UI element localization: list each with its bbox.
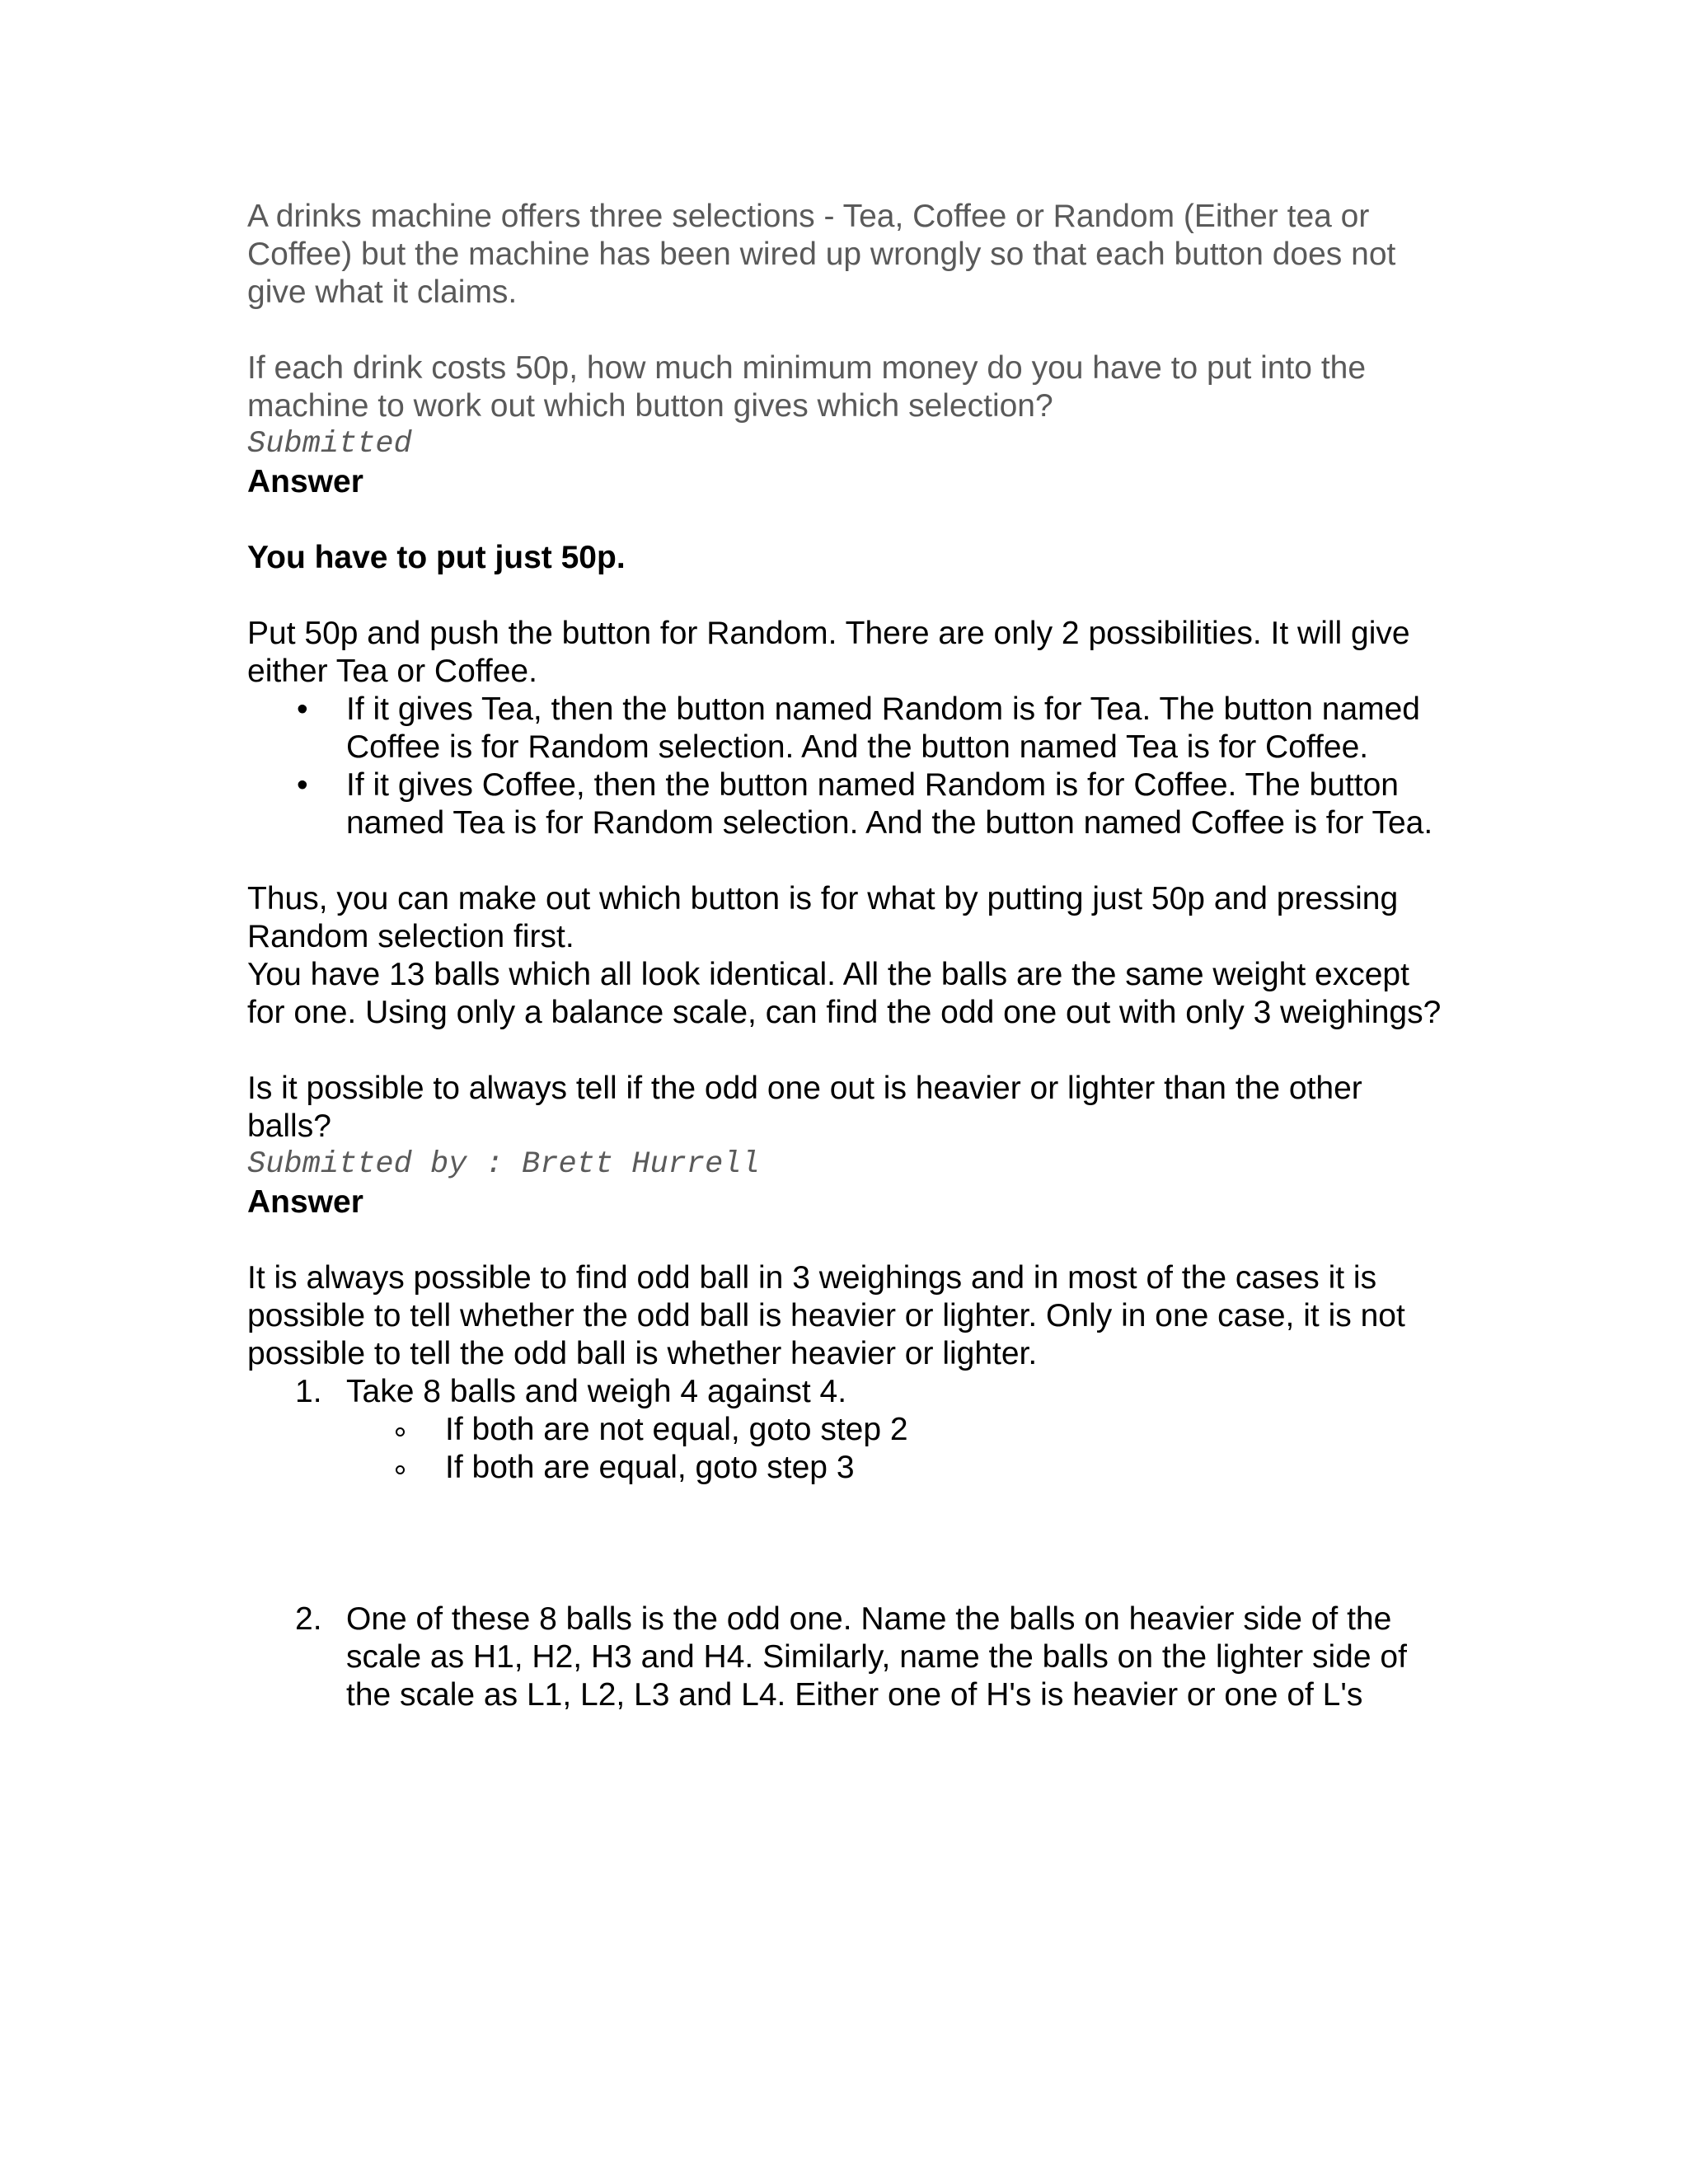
bullet-text: If it gives Coffee, then the button named Random is for Coffee. The button named Tea is for Random selection. And the button named Coffee is for Tea. (346, 767, 1433, 841)
list-item (247, 766, 1451, 842)
puzzle1-question-paragraph-1: A drinks machine offers three selections - Tea, Coffee or Random (Either tea or Coffee) but the machine has been wired up wrongly so that each button does not give what it claims. (247, 199, 1396, 310)
bullet-icon: • (297, 767, 308, 803)
puzzle1-answer-summary: You have to put just 50p. (247, 540, 626, 575)
step-text: Take 8 balls and weigh 4 against 4. (346, 1374, 847, 1409)
circle-bullet-icon (396, 1465, 405, 1474)
puzzle2-question-paragraph-2: Is it possible to always tell if the odd one out is heavier or lighter than the other balls? (247, 1071, 1362, 1144)
sub-step-text: If both are not equal, goto step 2 (445, 1412, 908, 1447)
bullet-icon: • (297, 691, 308, 727)
list-item (247, 1373, 1451, 1487)
puzzle2-question-paragraph-1: You have 13 balls which all look identical. All the balls are the same weight except for one. Using only a balance scale, can find the odd one out with only 3 weighings? (247, 957, 1442, 1030)
list-item (247, 1601, 1451, 1714)
step-number: 1. (295, 1374, 322, 1409)
document-page (247, 198, 1451, 1714)
puzzle2-submitted-credit: Submitted by : Brett Hurrell (247, 1147, 760, 1182)
circle-bullet-icon (396, 1427, 405, 1436)
list-item (346, 1411, 1451, 1449)
puzzle1-submitted-credit: Submitted (247, 427, 412, 462)
puzzle2-answer-heading: Answer (247, 1184, 363, 1220)
puzzle2-steps-list (247, 1373, 1451, 1714)
puzzle1-answer-heading: Answer (247, 464, 363, 499)
list-item (247, 691, 1451, 766)
puzzle1-answer-paragraph: Put 50p and push the button for Random. There are only 2 possibilities. It will give either Tea or Coffee. (247, 616, 1410, 689)
step-number: 2. (295, 1601, 322, 1637)
list-item (346, 1449, 1451, 1487)
step-text: One of these 8 balls is the odd one. Name the balls on heavier side of the scale as H1, H2, H3 and H4. Similarly, name the balls on the lighter side of the scale as L1, L2, L3 and L4. Either one of H's is heavier or one of L's (346, 1601, 1407, 1713)
puzzle1-bullet-list (247, 691, 1451, 842)
puzzle2-answer-paragraph: It is always possible to find odd ball in 3 weighings and in most of the cases it is possible to tell whether the odd ball is heavier or lighter. Only in one case, it is not possible to tell the odd ball is whether heavier or lighter. (247, 1260, 1405, 1371)
sub-step-text: If both are equal, goto step 3 (445, 1450, 855, 1485)
puzzle1-question-paragraph-2: If each drink costs 50p, how much minimum money do you have to put into the machine to work out which button gives which selection? (247, 350, 1367, 424)
step-sub-list (346, 1411, 1451, 1487)
puzzle1-conclusion: Thus, you can make out which button is for what by putting just 50p and pressing Random selection first. (247, 881, 1399, 954)
bullet-text: If it gives Tea, then the button named Random is for Tea. The button named Coffee is for Random selection. And the button named Tea is for Coffee. (346, 691, 1420, 765)
